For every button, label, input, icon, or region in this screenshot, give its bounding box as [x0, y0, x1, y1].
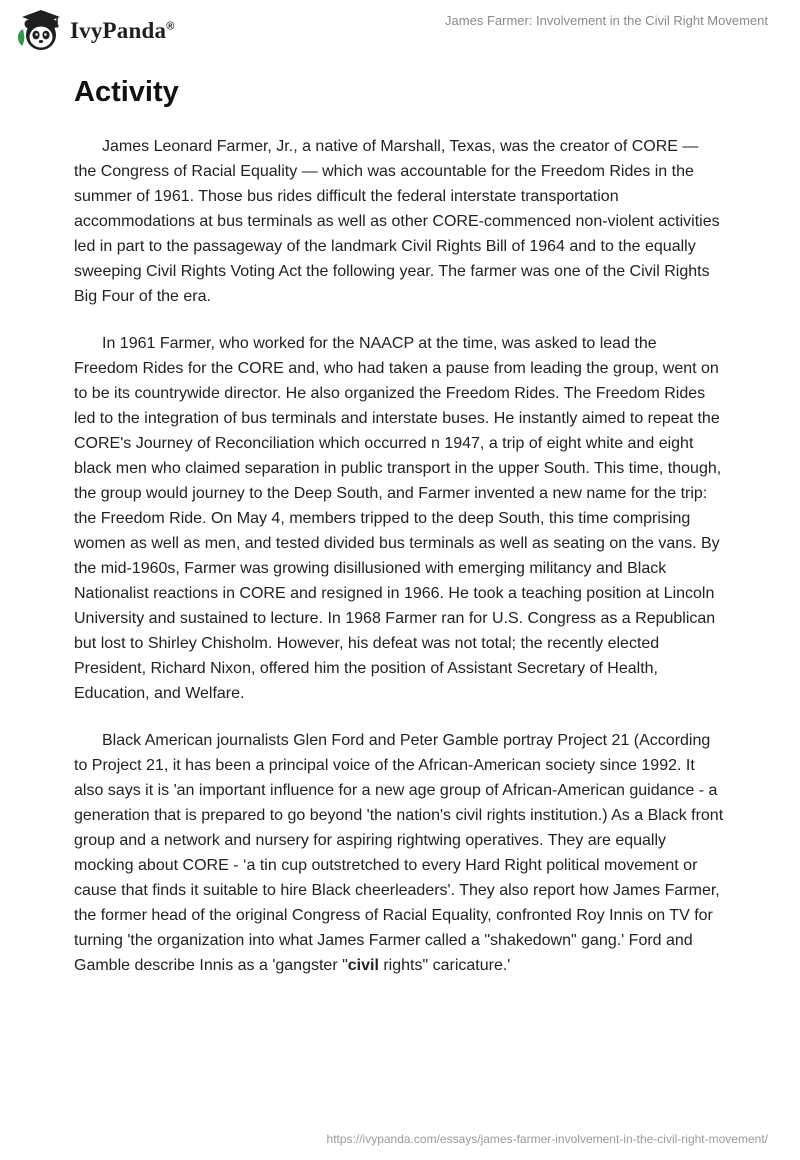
paragraph-3-text-start: Black American journalists Glen Ford and Peter Gamble portray Project 21 (According to Project 21, it has been a principal voice of the African-American society since 1992. It also says it is 'an important influence for a new age group of African-American guidance - a generation that is prepared to go beyond 'the nation's civil rights institution.) As a Black front group and a network and nursery for aspiring rightwing operatives. They are equally mocking about CORE - ‘a tin cup outstretched to every Hard Right political movement or cause that finds it suitable to hire Black cheerleaders'. They also report how James Farmer, the former head of the original Congress of Racial Equality, confronted Roy Innis on TV for turning 'the organization into what James Farmer called a "shakedown" gang.' Ford and Gamble describe Innis as a 'gangster "	[74, 732, 724, 974]
logo-name: IvyPanda	[70, 18, 167, 43]
paragraph-3	[74, 728, 724, 978]
paragraph-1: James Leonard Farmer, Jr., a native of Marshall, Texas, was the creator of CORE — the Congress of Racial Equality — which was accountable for the Freedom Rides in the summer of 1961. Those bus rides difficult the federal interstate transportation accommodations at bus terminals as well as other CORE-commenced non-violent activities led in part to the passageway of the landmark Civil Rights Bill of 1964 and to the equally sweeping Civil Rights Voting Act the following year. The farmer was one of the Civil Rights Big Four of the era.	[74, 138, 720, 305]
page-header	[0, 0, 800, 60]
source-url: https://ivypanda.com/essays/james-farmer-involvement-in-the-civil-right-movement/	[326, 1132, 768, 1146]
section-heading: Activity	[74, 76, 179, 108]
paragraph-3-text-end: rights" caricature.'	[378, 957, 511, 974]
essay-body	[74, 134, 724, 1000]
running-title: James Farmer: Involvement in the Civil Right Movement	[445, 13, 768, 28]
bold-word: civil	[347, 957, 379, 974]
ivypanda-logo[interactable]	[14, 8, 175, 54]
paragraph-2: In 1961 Farmer, who worked for the NAACP at the time, was asked to lead the Freedom Rides for the CORE and, who had taken a pause from leading the group, went on to be its countrywide director. He also organized the Freedom Rides. The Freedom Rides led to the integration of bus terminals and interstate buses. He instantly aimed to repeat the CORE's Journey of Reconciliation which occurred n 1947, a trip of eight white and eight black men who claimed separation in public transport in the upper South. This time, though, the group would journey to the Deep South, and Farmer invented a new name for the trip: the Freedom Ride. On May 4, members tripped to the deep South, this time comprising women as well as men, and tested divided bus terminals as well as seating on the vans. By the mid-1960s, Farmer was growing disillusioned with emerging militancy and Black Nationalist reactions in CORE and resigned in 1966. He took a teaching position at Lincoln University and sustained to lecture. In 1968 Farmer ran for U.S. Congress as a Republican but lost to Shirley Chisholm. However, his defeat was not total; the recently elected President, Richard Nixon, offered him the position of Assistant Secretary of Health, Education, and Welfare.	[74, 335, 722, 702]
logo-registered-mark: ®	[166, 20, 175, 33]
panda-graduate-icon	[14, 8, 64, 54]
logo-wordmark	[70, 18, 175, 44]
